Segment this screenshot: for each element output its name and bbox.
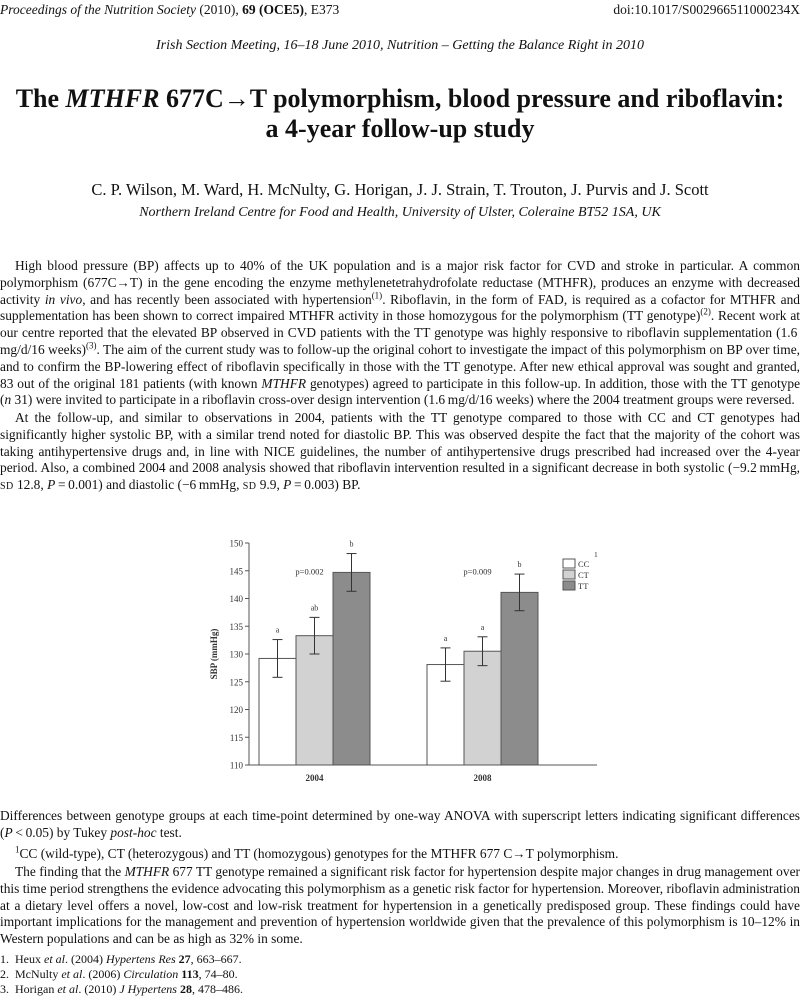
ref-authors: McNulty — [15, 967, 62, 982]
p-value-label: p=0.009 — [463, 566, 492, 577]
text-smallcaps: SD — [242, 481, 257, 493]
ref-citation[interactable]: (1) — [371, 290, 383, 301]
y-tick-label: 110 — [229, 760, 243, 771]
text-italic: n — [4, 392, 12, 408]
journal-issue: (OCE5) — [255, 2, 304, 17]
ref-citation[interactable]: (3) — [85, 340, 97, 351]
doi[interactable]: doi:10.1017/S002966511000234X — [613, 2, 800, 17]
legend-swatch-tt — [563, 581, 575, 590]
legend-label: CC — [578, 559, 590, 569]
text-run: = 0.001) and diastolic (−6 mmHg, — [55, 477, 243, 493]
text-run: genotypes) agreed to participate in this follow-up. In addition, those with the TT genotype ( — [0, 375, 800, 408]
text-run: CC (wild-type), CT (heterozygous) and TT (homozygous) genotypes for the MTHFR 677 C→T polymorphism. — [19, 846, 619, 861]
y-tick-label: 115 — [229, 732, 243, 743]
legend-superscript: 1 — [594, 550, 598, 559]
figure-footnote — [0, 846, 800, 863]
affiliation: Northern Ireland Centre for Food and Health, University of Ulster, Coleraine BT52 1SA, UK — [139, 205, 661, 220]
text-italic: MTHFR — [124, 864, 170, 879]
significance-letter: a — [480, 622, 485, 632]
y-tick-label: 150 — [229, 538, 243, 549]
text-italic: in vivo — [44, 291, 83, 307]
text-italic: P — [47, 477, 56, 493]
ref-volume: 27 — [175, 952, 191, 966]
reference-item[interactable] — [0, 982, 800, 997]
text-run: 9.9, — [256, 477, 284, 493]
ref-etal: et al — [57, 982, 79, 997]
authors: C. P. Wilson, M. Ward, H. McNulty, G. Horigan, J. J. Strain, T. Trouton, J. Purvis and J. Scott — [91, 180, 709, 199]
x-tick-label: 2004 — [305, 773, 324, 783]
text-run: 31) were invited to participate in a riboflavin cross-over design intervention (1.6 mg/d/16 weeks) where the 2004 treatment groups were reversed. — [11, 392, 795, 408]
y-tick-label: 140 — [229, 594, 243, 604]
ref-pages: , 663–667. — [190, 952, 242, 966]
ref-year: . (2004) — [65, 952, 106, 966]
journal-citation — [0, 2, 339, 18]
ref-journal: J Hypertens — [119, 982, 177, 997]
bar-ct — [464, 651, 501, 765]
text-italic: MTHFR — [261, 375, 307, 391]
text-run: The finding that the — [15, 864, 125, 879]
text-run: . Riboflavin, in the form of FAD, is required as a cofactor for MTHFR and supplementation has been shown to correct impaired MTHFR activity in those homozygous for the polymorphism (TT genotype) — [0, 291, 800, 324]
ref-year: . (2010) — [78, 982, 120, 997]
text-italic: P — [4, 824, 13, 840]
significance-letter: b — [517, 560, 522, 570]
ref-number: 3. — [0, 982, 9, 997]
y-tick-label: 135 — [229, 621, 243, 632]
text-run: . Recent work at our centre reported that the elevated BP observed in CVD patients with the TT genotype was highly responsive to riboflavin supplementation (1.6 mg/d/16 weeks) — [0, 308, 800, 357]
paragraph-conclusion — [0, 864, 800, 948]
paragraph-intro — [0, 258, 800, 409]
ref-journal: Circulation — [123, 967, 179, 982]
y-tick-label: 120 — [229, 705, 243, 715]
journal-name: Proceedings of the Nutrition Society — [0, 2, 196, 17]
reference-list — [0, 952, 800, 998]
text-run: 677 TT genotype remained a significant risk factor for hypertension despite major changes in drug management over this time period strengthens the evidence advocating this polymorphism as a genetic risk factor for hypertension. Moreover, riboflavin administration at a dietary level offers a novel, low-cost and low-risk treatment for hypertension in a genetically predisposed group. These findings could have important implications for the management and prevention of hypertension worldwide given that the prevalence of this polymorphism is 10–12% in Western populations and can be as high as 32% in some. — [0, 864, 800, 947]
ref-pages: , 478–486. — [191, 982, 243, 997]
text-run: High blood pressure (BP) affects up to 40% of the UK population and is a major risk factor for CVD and stroke in particular. A common polymorphism (677C→T) in the gene encoding the enzyme methylenetetrahydrofolate reductase (MTHFR), produces an enzyme with decreased activity — [0, 258, 800, 307]
title-text: 677C→T polymorphism, blood pressure and riboflavin: — [159, 84, 785, 113]
x-tick-label: 2008 — [473, 773, 492, 783]
ref-authors: Heux — [15, 952, 44, 966]
text-run: . The aim of the current study was to follow-up the original cohort to investigate the impact of this polymorphism on BP over time, and to confirm the BP-lowering effect of riboflavin specifically in those with the TT genotype. After new ethical approval was sought and granted, 83 out of the original 181 patients (with known — [0, 341, 800, 391]
text-run: Differences between genotype groups at each time-point determined by one-way ANOVA with superscript letters indicating significant differences ( — [0, 808, 800, 840]
text-italic: post-hoc — [110, 824, 157, 840]
y-tick-label: 125 — [229, 677, 243, 688]
bar-tt — [333, 572, 370, 765]
y-tick-label: 145 — [229, 566, 243, 577]
significance-letter: a — [275, 625, 280, 635]
ref-journal: Hypertens Res — [106, 952, 176, 966]
text-smallcaps: SD — [0, 481, 14, 493]
footnote-mark: 1 — [15, 844, 20, 855]
reference-item[interactable] — [0, 967, 800, 982]
y-tick-label: 130 — [229, 649, 243, 660]
text-run: < 0.05) by Tukey — [12, 824, 111, 840]
text-run: test. — [156, 824, 182, 840]
ref-etal: et al — [44, 952, 65, 966]
ref-citation[interactable]: (2) — [700, 306, 711, 317]
text-run: = 0.003) BP. — [291, 477, 361, 493]
legend-label: TT — [578, 581, 589, 591]
ref-volume: 28 — [176, 982, 192, 997]
significance-letter: ab — [310, 603, 319, 613]
significance-letter: a — [443, 633, 448, 643]
paragraph-followup — [0, 410, 800, 496]
title-gene: MTHFR — [65, 84, 160, 113]
title-line2: a 4-year follow-up study — [265, 114, 535, 143]
legend-swatch-ct — [563, 570, 575, 579]
legend-swatch-cc — [563, 559, 575, 568]
journal-volume: 69 — [242, 2, 256, 17]
paper-title — [0, 84, 800, 144]
text-italic: P — [283, 477, 292, 493]
ref-volume: 113 — [178, 967, 199, 982]
journal-page: , E373 — [303, 2, 340, 17]
ref-authors: Horigan — [15, 982, 58, 997]
ref-etal: et al — [61, 967, 83, 982]
ref-year: . (2006) — [82, 967, 124, 982]
journal-year: (2010), — [195, 2, 243, 17]
text-run: At the follow-up, and similar to observations in 2004, patients with the TT genotype compared to those with CC and CT genotypes had significantly higher systolic BP, with a similar trend noted for diastolic BP. This was observed despite the fact that the majority of the cohort was taking antihypertensive drugs and, in line with NICE guidelines, the number of antihypertensive drugs prescribed had increased over the 4-year period. Also, a combined 2004 and 2008 analysis showed that riboflavin intervention resulted in a significant decrease in both systolic (−9.2 mmHg, — [0, 410, 800, 476]
y-axis-label: SBP (mmHg) — [209, 628, 219, 680]
running-header — [0, 2, 800, 20]
meeting-line: Irish Section Meeting, 16–18 June 2010, Nutrition – Getting the Balance Right in 2010 — [156, 38, 644, 53]
legend-label: CT — [578, 570, 589, 580]
figure-caption — [0, 808, 800, 842]
ref-number: 2. — [0, 967, 9, 982]
bar-tt — [501, 592, 538, 765]
ref-pages: , 74–80. — [198, 967, 238, 982]
reference-item[interactable] — [0, 952, 800, 967]
ref-number: 1. — [0, 952, 9, 966]
title-text: The — [15, 84, 66, 113]
sbp-bar-chart — [200, 535, 605, 805]
p-value-label: p=0.002 — [295, 566, 324, 577]
text-run: 12.8, — [13, 477, 48, 493]
bar-ct — [296, 636, 333, 765]
text-run: , and has recently been associated with hypertension — [82, 291, 372, 307]
significance-letter: b — [349, 539, 354, 549]
